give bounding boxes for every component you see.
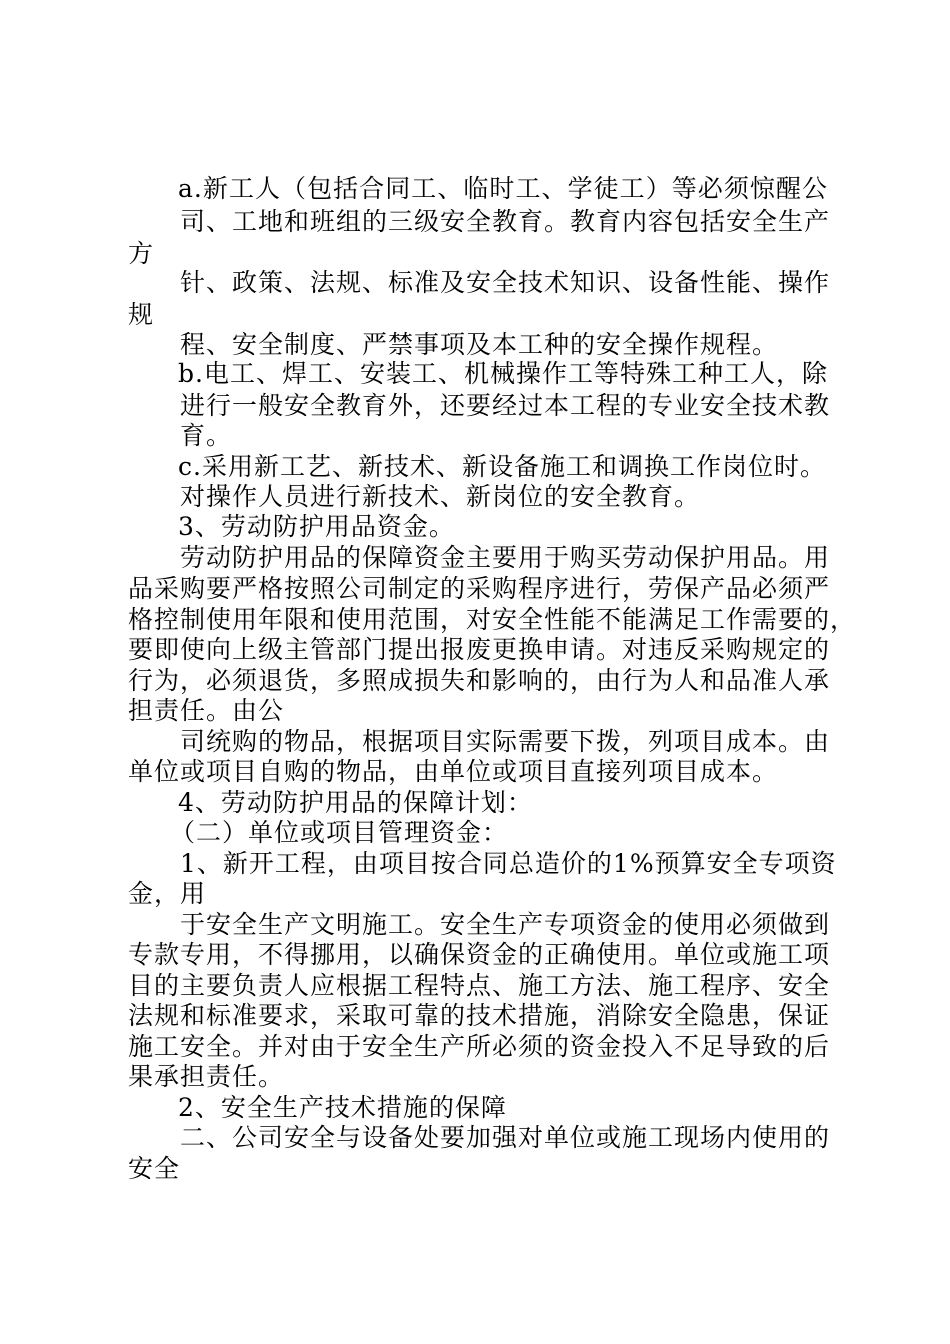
text-line: 格控制使用年限和使用范围，对安全性能不能满足工作需要的， [128,605,857,634]
text-line: 3、劳动防护用品资金。 [178,512,455,541]
text-line: 司、工地和班组的三级安全教育。教育内容包括安全生产 [180,207,831,236]
text-line: 单位或项目自购的物品，由单位或项目直接列项目成本。 [128,757,779,786]
text-line: 4、劳动防护用品的保障计划： [178,788,533,817]
text-line: 程、安全制度、严禁事项及本工种的安全操作规程。 [180,330,779,359]
text-line: 行为，必须退货，多照成损失和影响的，由行为人和品准人承 [128,666,831,695]
text-line: 育。 [180,421,233,450]
text-line: 进行一般安全教育外，还要经过本工程的专业安全技术教 [180,391,831,420]
text-line: 于安全生产文明施工。安全生产专项资金的使用必须做到 [180,910,831,939]
text-line: a.新工人（包括合同工、临时工、学徒工）等必须惊醒公 [178,174,828,203]
text-line: 方 [128,239,155,268]
text-line: 法规和标准要求，采取可靠的技术措施，消除安全隐患，保证 [128,1001,831,1030]
text-line: 金，用 [128,879,207,908]
text-line: 对操作人员进行新技术、新岗位的安全教育。 [180,482,701,511]
text-line: 规 [128,300,155,329]
text-line: 担责任。由公 [128,696,285,725]
text-line: 2、安全生产技术措施的保障 [178,1093,507,1122]
text-line: 司统购的物品，根据项目实际需要下拨，列项目成本。由 [180,727,831,756]
text-line: （二）单位或项目管理资金： [170,818,509,847]
text-line: 专款专用，不得挪用，以确保资金的正确使用。单位或施工项 [128,940,831,969]
text-line: 目的主要负责人应根据工程特点、施工方法、施工程序、安全 [128,971,831,1000]
text-line: c.采用新工艺、新技术、新设备施工和调换工作岗位时。 [178,452,826,481]
text-line: 针、政策、法规、标准及安全技术知识、设备性能、操作 [180,268,831,297]
text-line: 安全 [128,1154,181,1183]
text-line: 施工安全。并对由于安全生产所必须的资金投入不足导致的后 [128,1032,831,1061]
text-line: 1、新开工程，由项目按合同总造价的1%预算安全专项资 [180,849,837,878]
text-line: 要即使向上级主管部门提出报废更换申请。对违反采购规定的 [128,635,831,664]
text-line: 二、公司安全与设备处要加强对单位或施工现场内使用的 [180,1123,831,1152]
text-line: b.电工、焊工、安装工、机械操作工等特殊工种工人，除 [178,359,828,388]
text-line: 品采购要严格按照公司制定的采购程序进行，劳保产品必须严 [128,574,831,603]
text-line: 果承担责任。 [128,1062,285,1091]
text-line: 劳动防护用品的保障资金主要用于购买劳动保护用品。用 [180,543,831,572]
